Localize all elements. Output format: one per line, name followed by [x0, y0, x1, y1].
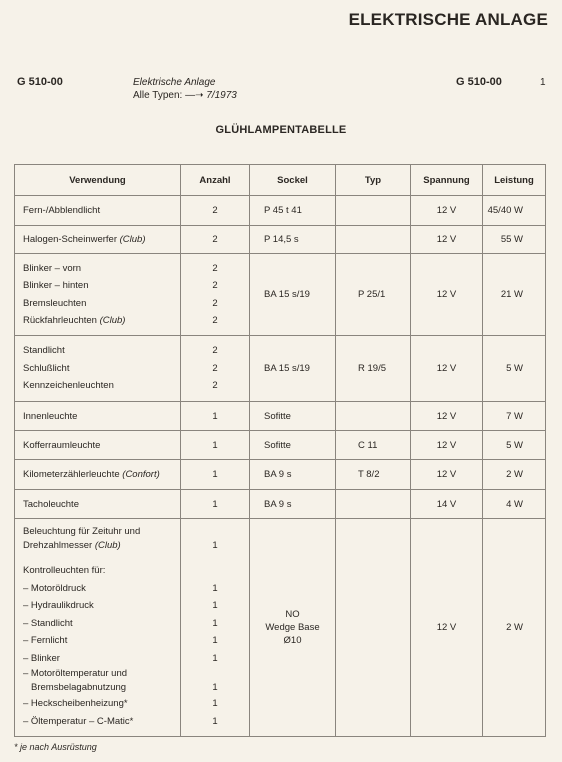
cell-count [181, 336, 250, 402]
indicator-item: – Blinker [23, 652, 60, 664]
count-spacer [181, 667, 249, 681]
indicator-item: – Motoröltemperatur und [23, 668, 128, 679]
col-header-count: Anzahl [181, 165, 250, 196]
spacer [23, 553, 180, 562]
cell-count: 1 [181, 460, 250, 490]
group-code-right: G 510-00 [456, 76, 502, 88]
cell-power: 5 W [483, 336, 546, 402]
table-row [15, 431, 546, 460]
cell-power: 2 W [483, 460, 546, 490]
table-row [15, 519, 546, 737]
socket-line: Ø10 [283, 635, 302, 646]
col-header-type: Typ [336, 165, 411, 196]
cell-voltage: 12 V [411, 402, 483, 431]
table-row [15, 254, 546, 336]
count-value: 2 [212, 315, 218, 326]
count-value: 1 [212, 652, 218, 664]
use-label: Bremsleuchten [23, 297, 87, 309]
arrow-icon: —➝ [185, 90, 204, 101]
use-label: Halogen-Scheinwerfer [23, 234, 117, 245]
use-label: Blinker – vorn [23, 262, 82, 274]
cell-type [336, 490, 411, 519]
indicator-item: – Standlicht [23, 617, 73, 629]
count-value: 1 [212, 582, 218, 594]
table-row [15, 226, 546, 254]
use-label: Kennzeichenleuchten [23, 380, 114, 392]
cell-voltage: 12 V [411, 431, 483, 460]
cell-power: 4 W [483, 490, 546, 519]
indicator-item: – Hydraulikdruck [23, 600, 94, 611]
use-label: Standlicht [23, 345, 65, 357]
cell-use [15, 460, 181, 490]
section-subtitle [133, 76, 237, 102]
count-value: 1 [212, 635, 218, 646]
page-number: 1 [540, 77, 546, 88]
cell-use [15, 336, 181, 402]
count-value: 1 [212, 540, 218, 551]
use-label-with-note [23, 312, 180, 330]
use-note: (Confort) [122, 469, 160, 480]
cell-socket: Sofitte [250, 402, 336, 431]
cell-socket: BA 15 s/19 [250, 336, 336, 402]
cell-type [336, 519, 411, 737]
col-header-power: Leistung [483, 165, 546, 196]
cell-socket [250, 519, 336, 737]
socket-line: NO [285, 609, 300, 620]
count-value: 2 [212, 280, 218, 291]
count-spacer [181, 525, 249, 539]
cell-type [336, 402, 411, 431]
cell-power: 7 W [483, 402, 546, 431]
subtitle-line1: Elektrische Anlage [133, 77, 216, 88]
cell-count: 1 [181, 402, 250, 431]
cell-power: 55 W [483, 226, 546, 254]
count-value: 1 [212, 600, 218, 611]
cell-use: Innenleuchte [15, 402, 181, 431]
cell-use: Tacholeuchte [15, 490, 181, 519]
cell-type [336, 226, 411, 254]
col-header-voltage: Spannung [411, 165, 483, 196]
table-row [15, 402, 546, 431]
cell-power: 5 W [483, 431, 546, 460]
table-row [15, 490, 546, 519]
cell-type: T 8/2 [336, 460, 411, 490]
use-label: Kilometerzählerleuchte [23, 469, 120, 480]
cell-socket: Sofitte [250, 431, 336, 460]
cell-count: 1 [181, 431, 250, 460]
use-label: Rückfahrleuchten [23, 315, 97, 326]
cell-socket: BA 9 s [250, 460, 336, 490]
table-row [15, 196, 546, 226]
use-note: (Club) [99, 315, 126, 326]
bulb-table [14, 164, 546, 737]
cell-use: Kofferraumleuchte [15, 431, 181, 460]
cell-type: R 19/5 [336, 336, 411, 402]
cell-socket: BA 9 s [250, 490, 336, 519]
cell-voltage: 12 V [411, 254, 483, 336]
indicator-item: – Motoröldruck [23, 582, 86, 594]
cell-voltage: 12 V [411, 226, 483, 254]
cell-socket: BA 15 s/19 [250, 254, 336, 336]
count-value: 2 [212, 380, 218, 392]
col-header-socket: Sockel [250, 165, 336, 196]
spacer [181, 553, 249, 562]
indicator-heading: Kontrolleuchten für: [23, 565, 106, 576]
use-note: (Club) [94, 540, 121, 551]
cell-power: 21 W [483, 254, 546, 336]
count-value: 1 [212, 698, 218, 709]
count-value: 1 [212, 715, 218, 727]
cell-use: Fern-/Abblendlicht [15, 196, 181, 226]
cell-voltage: 14 V [411, 490, 483, 519]
types-value: 7/1973 [206, 90, 237, 101]
cell-count: 2 [181, 226, 250, 254]
use-note: (Club) [119, 234, 146, 245]
count-value: 2 [212, 345, 218, 357]
cell-count [181, 254, 250, 336]
count-value: 2 [212, 262, 218, 274]
cell-type [336, 196, 411, 226]
use-label: Blinker – hinten [23, 280, 89, 291]
table-row [15, 336, 546, 402]
socket-line: Wedge Base [265, 622, 320, 633]
cell-type: C 11 [336, 431, 411, 460]
indicator-item-cont: Bremsbelagabnutzung [31, 682, 127, 693]
types-label: Alle Typen: [133, 90, 183, 101]
cell-voltage: 12 V [411, 336, 483, 402]
cell-voltage: 12 V [411, 196, 483, 226]
count-value: 1 [212, 682, 218, 693]
cell-voltage: 12 V [411, 460, 483, 490]
cell-use [15, 519, 181, 737]
cell-count: 2 [181, 196, 250, 226]
cell-count [181, 519, 250, 737]
cell-use [15, 226, 181, 254]
col-header-use: Verwendung [15, 165, 181, 196]
count-value: 2 [212, 362, 218, 374]
cell-power: 45/40 W [483, 196, 546, 226]
use-label: Schlußlicht [23, 362, 70, 374]
cell-use [15, 254, 181, 336]
page-title: ELEKTRISCHE ANLAGE [348, 10, 548, 29]
table-header-row [15, 165, 546, 196]
indicator-item: – Fernlicht [23, 635, 68, 646]
subtitle-types [133, 89, 237, 102]
use-label: Drehzahlmesser [23, 540, 93, 551]
table-title: GLÜHLAMPENTABELLE [215, 124, 347, 136]
count-value: 1 [212, 617, 218, 629]
count-value: 2 [212, 297, 218, 309]
use-label-with-note [23, 539, 180, 553]
cell-count: 1 [181, 490, 250, 519]
cell-type: P 25/1 [336, 254, 411, 336]
cell-power: 2 W [483, 519, 546, 737]
footnote: * je nach Ausrüstung [14, 742, 97, 752]
cell-voltage: 12 V [411, 519, 483, 737]
use-label: Beleuchtung für Zeituhr und [23, 526, 141, 537]
indicator-item: – Öltemperatur – C-Matic* [23, 715, 134, 727]
cell-socket: P 45 t 41 [250, 196, 336, 226]
cell-socket: P 14,5 s [250, 226, 336, 254]
table-row [15, 460, 546, 490]
group-code-left: G 510-00 [17, 76, 63, 88]
indicator-item: – Heckscheibenheizung* [23, 698, 128, 709]
count-spacer [181, 562, 249, 580]
